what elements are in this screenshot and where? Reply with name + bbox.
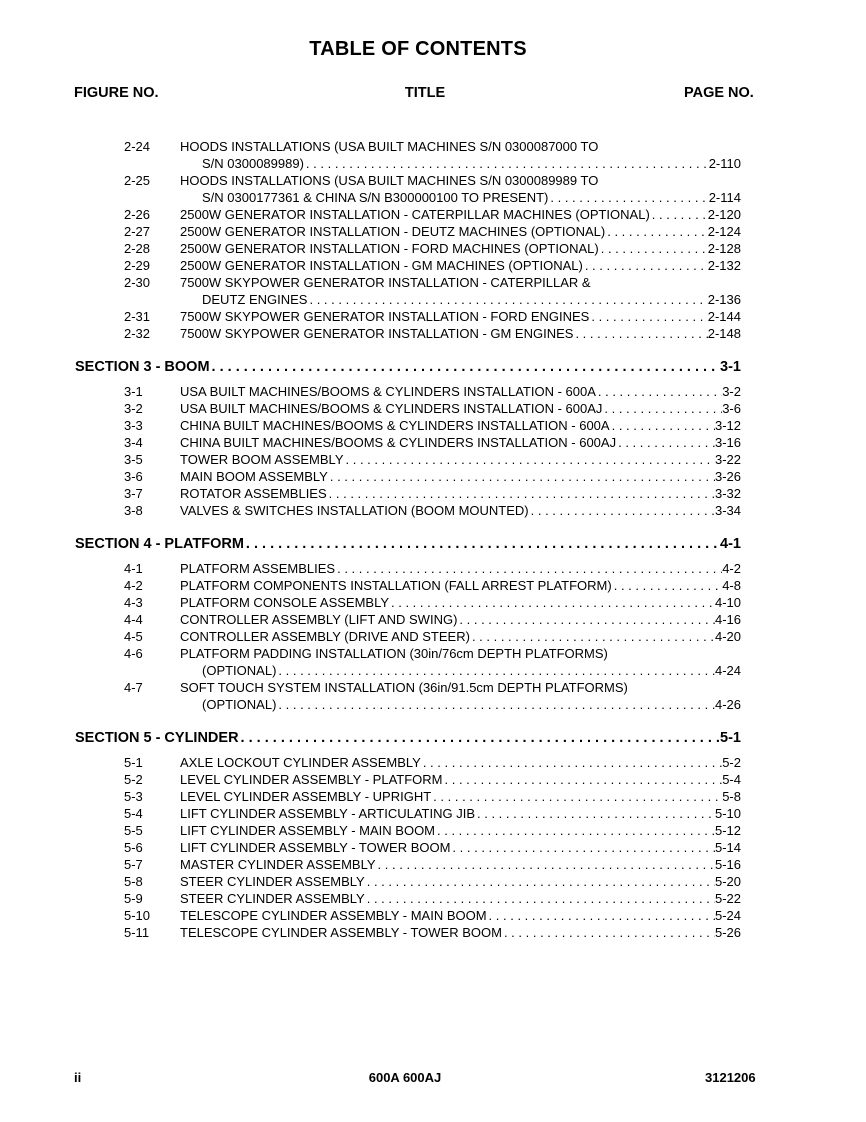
toc-figure-number: 4-4 [124,612,143,627]
toc-leader-line [180,856,741,873]
toc-figure-number: 4-3 [124,595,143,610]
section-title: SECTION 4 - PLATFORM [75,536,244,552]
toc-leader-line [180,485,741,502]
toc-entry-title: S/N 0300177361 & CHINA S/N B300000100 TO PRESENT) [202,190,549,205]
toc-leader-line [180,434,741,451]
toc-dot-leader [365,890,715,907]
toc-entry [0,856,866,873]
toc-entry-title: LEVEL CYLINDER ASSEMBLY - PLATFORM [180,772,443,787]
toc-dot-leader [421,754,722,771]
toc-entry [0,240,866,257]
toc-entry [0,890,866,907]
toc-leader-line [180,451,741,468]
toc-dot-leader [502,924,715,941]
toc-entry-title: 2500W GENERATOR INSTALLATION - DEUTZ MACHINES (OPTIONAL) [180,224,606,239]
toc-entry [0,628,866,645]
toc-dot-leader [605,223,708,240]
toc-entry-title: (OPTIONAL) [202,697,277,712]
toc-figure-number: 5-8 [124,874,143,889]
toc-entry-page: 3-16 [714,435,741,450]
toc-dot-leader [239,727,720,749]
toc-leader-line [180,771,741,788]
toc-leader-line [180,754,741,771]
toc-section-heading [0,356,866,378]
toc-dot-leader [596,383,722,400]
toc-entry-page: 3-6 [722,401,741,416]
toc-entry-page: 5-4 [722,772,741,787]
footer-doc-number: 3121206 [705,1070,756,1085]
toc-dot-leader [344,451,715,468]
toc-entry [0,434,866,451]
toc-entry-page: 2-136 [707,292,741,307]
toc-leader-line [180,325,741,342]
toc-dot-leader [443,771,723,788]
toc-dot-leader [487,907,715,924]
toc-entry-page: 2-128 [707,241,741,256]
toc-entry-page: 3-34 [714,503,741,518]
toc-entry [0,138,866,172]
section-page: 5-1 [720,730,741,746]
page-no-header: PAGE NO. [684,85,754,101]
toc-entry-title: 2500W GENERATOR INSTALLATION - CATERPILLAR MACHINES (OPTIONAL) [180,207,650,222]
toc-entry-title: CONTROLLER ASSEMBLY (DRIVE AND STEER) [180,629,470,644]
toc-entry [0,257,866,274]
toc-entry-page: 4-2 [722,561,741,576]
toc-leader-line [180,502,741,519]
toc-dot-leader [276,662,715,679]
toc-entry-page: 5-8 [722,789,741,804]
toc-dot-leader [276,696,715,713]
toc-entry-title: MAIN BOOM ASSEMBLY [180,469,328,484]
footer-model: 600A 600AJ [368,1070,442,1085]
toc-figure-number: 4-7 [124,680,143,695]
toc-dot-leader [612,577,722,594]
toc-entry-page: 2-114 [708,190,741,205]
section-title: SECTION 5 - CYLINDER [75,730,239,746]
toc-section-heading [0,727,866,749]
toc-entry-title: STEER CYLINDER ASSEMBLY [180,874,365,889]
toc-figure-number: 3-1 [124,384,143,399]
toc-entry-title: STEER CYLINDER ASSEMBLY [180,891,365,906]
toc-leader-line [180,400,741,417]
toc-entry [0,822,866,839]
toc-entry [0,577,866,594]
toc-entry [0,417,866,434]
toc-entry-title: 7500W SKYPOWER GENERATOR INSTALLATION - FORD ENGINES [180,309,590,324]
toc-figure-number: 5-9 [124,891,143,906]
toc-entry-title: CONTROLLER ASSEMBLY (LIFT AND SWING) [180,612,458,627]
toc-entry-title: (OPTIONAL) [202,663,277,678]
toc-entry-page: 2-132 [707,258,741,273]
toc-leader-line [202,189,741,206]
toc-entry-page: 3-22 [714,452,741,467]
toc-figure-number: 2-28 [124,241,151,256]
toc-figure-number: 4-1 [124,561,143,576]
toc-section-heading [0,533,866,555]
toc-leader-line [180,788,741,805]
toc-entry-title: LIFT CYLINDER ASSEMBLY - MAIN BOOM [180,823,436,838]
toc-entry-page: 4-24 [714,663,741,678]
toc-leader-line [202,696,741,713]
toc-dot-leader [602,400,722,417]
toc-entry-title: VALVES & SWITCHES INSTALLATION (BOOM MOUNTED) [180,503,529,518]
toc-dot-leader [435,822,715,839]
toc-leader-line [180,240,741,257]
toc-dot-leader [328,468,715,485]
toc-figure-number: 4-6 [124,646,143,661]
toc-figure-number: 4-2 [124,578,143,593]
toc-figure-number: 5-3 [124,789,143,804]
title-header: TITLE [404,85,446,101]
toc-dot-leader [650,206,708,223]
toc-leader-line [180,417,741,434]
toc-entry [0,451,866,468]
toc-entry [0,594,866,611]
toc-leader-line [180,907,741,924]
toc-dot-leader [616,434,715,451]
toc-leader-line [180,628,741,645]
toc-leader-line [180,308,741,325]
toc-leader-line [180,560,741,577]
toc-entry-title: LIFT CYLINDER ASSEMBLY - TOWER BOOM [180,840,451,855]
toc-entry-page: 3-26 [714,469,741,484]
toc-entry-title: 2500W GENERATOR INSTALLATION - GM MACHINES (OPTIONAL) [180,258,583,273]
toc-entry [0,308,866,325]
toc-entry-title: 2500W GENERATOR INSTALLATION - FORD MACHINES (OPTIONAL) [180,241,599,256]
toc-entry-title-line1: HOODS INSTALLATIONS (USA BUILT MACHINES S/N 0300089989 TO [180,173,599,188]
toc-entry-page: 5-26 [714,925,741,940]
section-page: 4-1 [720,536,741,552]
toc-entry [0,172,866,206]
toc-dot-leader [304,155,709,172]
toc-list [0,138,866,941]
toc-entry-page: 5-20 [714,874,741,889]
toc-entry-page: 3-12 [714,418,741,433]
toc-leader-line [180,611,741,628]
toc-entry-title: PLATFORM COMPONENTS INSTALLATION (FALL ARREST PLATFORM) [180,578,612,593]
toc-entry-title: TELESCOPE CYLINDER ASSEMBLY - TOWER BOOM [180,925,502,940]
toc-dot-leader [475,805,715,822]
toc-entry [0,502,866,519]
toc-entry [0,560,866,577]
toc-figure-number: 4-5 [124,629,143,644]
toc-leader-line [202,662,741,679]
toc-figure-number: 5-7 [124,857,143,872]
toc-entry [0,468,866,485]
toc-dot-leader [307,291,707,308]
toc-entry-page: 5-12 [714,823,741,838]
toc-entry [0,325,866,342]
toc-figure-number: 2-25 [124,173,151,188]
toc-leader-line [202,155,741,172]
toc-figure-number: 3-5 [124,452,143,467]
toc-leader-line [180,805,741,822]
toc-entry-page: 3-32 [714,486,741,501]
toc-entry [0,805,866,822]
toc-entry-page: 3-2 [722,384,741,399]
toc-entry-page: 4-16 [714,612,741,627]
toc-figure-number: 2-31 [124,309,151,324]
toc-dot-leader [327,485,715,502]
toc-entry-title: MASTER CYLINDER ASSEMBLY [180,857,376,872]
toc-entry-title-line1: SOFT TOUCH SYSTEM INSTALLATION (36in/91.5cm DEPTH PLATFORMS) [180,680,628,695]
toc-entry-title-line1: HOODS INSTALLATIONS (USA BUILT MACHINES S/N 0300087000 TO [180,139,599,154]
toc-dot-leader [431,788,722,805]
toc-entry-title: USA BUILT MACHINES/BOOMS & CYLINDERS INSTALLATION - 600AJ [180,401,603,416]
toc-entry-page: 2-124 [707,224,741,239]
toc-dot-leader [244,533,720,555]
toc-leader-line [180,206,741,223]
toc-dot-leader [529,502,715,519]
toc-entry-page: 4-26 [714,697,741,712]
toc-figure-number: 2-29 [124,258,151,273]
toc-leader-line [180,468,741,485]
section-title: SECTION 3 - BOOM [75,359,210,375]
toc-entry [0,383,866,400]
toc-entry [0,274,866,308]
toc-entry-title: PLATFORM CONSOLE ASSEMBLY [180,595,390,610]
toc-entry [0,485,866,502]
toc-dot-leader [457,611,715,628]
toc-figure-number: 3-4 [124,435,143,450]
toc-leader-line [180,873,741,890]
toc-leader-line [180,223,741,240]
toc-dot-leader [470,628,715,645]
toc-figure-number: 3-6 [124,469,143,484]
toc-leader-line [75,533,741,555]
toc-leader-line [75,727,741,749]
toc-entry [0,223,866,240]
page-title: TABLE OF CONTENTS [309,38,527,60]
toc-figure-number: 3-8 [124,503,143,518]
toc-entry [0,679,866,713]
toc-entry-page: 2-110 [708,156,741,171]
toc-figure-number: 2-27 [124,224,151,239]
toc-leader-line [180,839,741,856]
footer-page-number: ii [74,1070,82,1085]
toc-entry-title: PLATFORM ASSEMBLIES [180,561,336,576]
toc-leader-line [180,890,741,907]
toc-entry-title: USA BUILT MACHINES/BOOMS & CYLINDERS INSTALLATION - 600A [180,384,596,399]
toc-entry [0,839,866,856]
toc-entry-title: LIFT CYLINDER ASSEMBLY - ARTICULATING JIB [180,806,475,821]
toc-entry [0,645,866,679]
toc-entry-title: TELESCOPE CYLINDER ASSEMBLY - MAIN BOOM [180,908,487,923]
toc-entry-title: LEVEL CYLINDER ASSEMBLY - UPRIGHT [180,789,432,804]
toc-figure-number: 3-7 [124,486,143,501]
toc-leader-line [180,924,741,941]
toc-entry-title: 7500W SKYPOWER GENERATOR INSTALLATION - GM ENGINES [180,326,574,341]
toc-figure-number: 5-11 [124,925,150,940]
toc-leader-line [75,356,741,378]
toc-entry-page: 5-22 [714,891,741,906]
toc-entry-title: TOWER BOOM ASSEMBLY [180,452,344,467]
toc-entry-page: 2-144 [707,309,741,324]
toc-entry-page: 4-20 [714,629,741,644]
figure-no-header: FIGURE NO. [74,85,159,101]
toc-figure-number: 3-2 [124,401,143,416]
toc-entry-title: CHINA BUILT MACHINES/BOOMS & CYLINDERS INSTALLATION - 600A [180,418,610,433]
toc-figure-number: 5-6 [124,840,143,855]
toc-leader-line [180,594,741,611]
toc-entry-title: AXLE LOCKOUT CYLINDER ASSEMBLY [180,755,421,770]
toc-entry-page: 5-10 [714,806,741,821]
toc-entry-page: 2-120 [707,207,741,222]
toc-figure-number: 2-24 [124,139,151,154]
toc-figure-number: 5-10 [124,908,151,923]
toc-entry [0,907,866,924]
toc-leader-line [180,383,741,400]
toc-leader-line [202,291,741,308]
toc-figure-number: 5-5 [124,823,143,838]
toc-entry-page: 4-8 [722,578,741,593]
toc-dot-leader [573,325,707,342]
toc-entry-page: 5-24 [714,908,741,923]
toc-entry [0,611,866,628]
toc-figure-number: 2-26 [124,207,151,222]
toc-entry-page: 4-10 [714,595,741,610]
toc-figure-number: 5-1 [124,755,143,770]
toc-entry-title: CHINA BUILT MACHINES/BOOMS & CYLINDERS INSTALLATION - 600AJ [180,435,617,450]
toc-entry-title: DEUTZ ENGINES [202,292,308,307]
toc-leader-line [180,822,741,839]
toc-entry [0,754,866,771]
toc-dot-leader [583,257,708,274]
toc-figure-number: 2-30 [124,275,151,290]
toc-entry-title-line1: PLATFORM PADDING INSTALLATION (30in/76cm DEPTH PLATFORMS) [180,646,608,661]
toc-dot-leader [548,189,708,206]
toc-figure-number: 5-2 [124,772,143,787]
toc-leader-line [180,257,741,274]
toc-dot-leader [376,856,715,873]
toc-dot-leader [589,308,707,325]
toc-dot-leader [610,417,715,434]
toc-entry [0,924,866,941]
toc-dot-leader [210,356,720,378]
toc-entry-title: S/N 0300089989) [202,156,304,171]
toc-figure-number: 3-3 [124,418,143,433]
toc-entry [0,400,866,417]
toc-entry-page: 5-2 [722,755,741,770]
section-page: 3-1 [720,359,741,375]
toc-entry [0,788,866,805]
toc-entry-title: ROTATOR ASSEMBLIES [180,486,327,501]
toc-entry [0,873,866,890]
toc-entry-page: 5-14 [714,840,741,855]
toc-dot-leader [335,560,722,577]
toc-entry-title-line1: 7500W SKYPOWER GENERATOR INSTALLATION - CATERPILLAR & [180,275,591,290]
toc-dot-leader [450,839,715,856]
toc-entry-page: 5-16 [714,857,741,872]
toc-entry [0,206,866,223]
toc-dot-leader [389,594,715,611]
toc-leader-line [180,577,741,594]
toc-dot-leader [599,240,708,257]
toc-entry [0,771,866,788]
toc-figure-number: 2-32 [124,326,151,341]
toc-entry-page: 2-148 [707,326,741,341]
toc-figure-number: 5-4 [124,806,143,821]
toc-dot-leader [365,873,715,890]
